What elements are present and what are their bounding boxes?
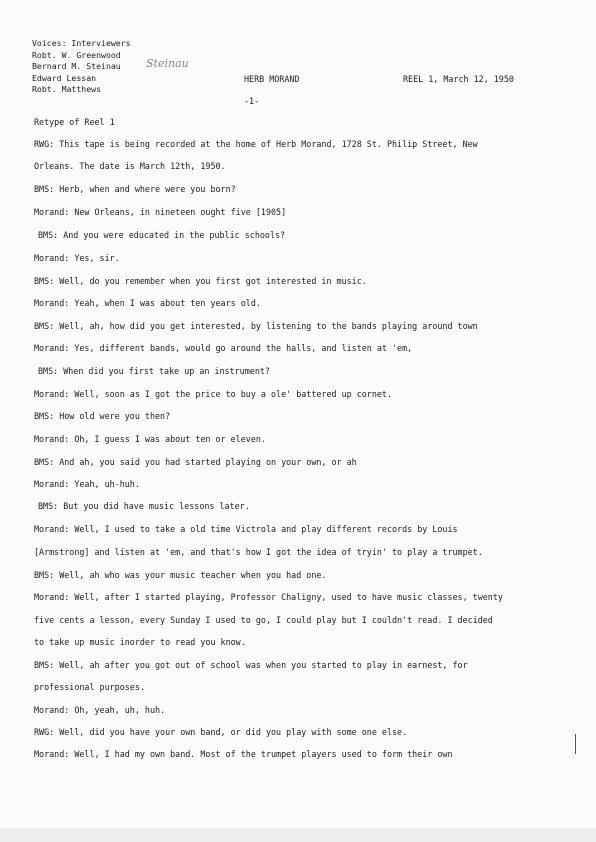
interviewer-name: Edward Lessan xyxy=(32,72,97,83)
voices-block xyxy=(32,38,131,96)
transcript-line: [Armstrong] and listen at 'em, and that's how I got the idea of tryin' to play a trumpet. xyxy=(34,547,483,557)
transcript-line: RWG: Well, did you have your own band, or did you play with some one else. xyxy=(34,727,408,737)
scan-bottom-edge xyxy=(0,828,596,842)
transcript-line: BMS: How old were you then? xyxy=(34,411,171,421)
transcript-line: Morand: Well, after I started playing, Professor Chaligny, used to have music classes, twenty xyxy=(34,592,503,602)
transcript-line: Orleans. The date is March 12th, 1950. xyxy=(34,161,226,171)
transcript-line: Morand: Oh, yeah, uh, huh. xyxy=(34,705,166,715)
interviewer-name: Robt. Matthews xyxy=(32,84,102,95)
transcript-line: five cents a lesson, every Sunday I used to go, I could play but I couldn't read. I decided xyxy=(34,615,493,625)
transcript-line: BMS: But you did have music lessons later. xyxy=(38,501,250,511)
transcript-line: BMS: Well, ah after you got out of school was when you started to play in earnest, for xyxy=(34,660,468,670)
transcript-line: Morand: Well, I used to take a old time Victrola and play different records by Louis xyxy=(34,524,458,534)
transcript-line: BMS: Herb, when and where were you born? xyxy=(34,184,236,194)
handwritten-note: Steinau xyxy=(146,57,189,70)
transcript-line: Morand: Yes, sir. xyxy=(34,253,120,263)
transcript-line: Morand: Yeah, when I was about ten years old. xyxy=(34,298,261,308)
transcript-line: BMS: Well, do you remember when you first got interested in music. xyxy=(34,276,367,286)
transcript-line: BMS: Well, ah who was your music teacher when you had one. xyxy=(34,570,327,580)
transcript-line: RWG: This tape is being recorded at the home of Herb Morand, 1728 St. Philip Street, New xyxy=(34,139,478,149)
transcript-line: Morand: Yes, different bands, would go around the halls, and listen at 'em, xyxy=(34,343,413,353)
transcript-line: Morand: Yeah, uh-huh. xyxy=(34,479,140,489)
transcript-line: Morand: New Orleans, in nineteen ought five [1905] xyxy=(34,207,287,217)
interviewer-name: Robt. W. Greenwood xyxy=(32,49,121,60)
retype-note: Retype of Reel 1 xyxy=(34,117,115,127)
transcript-line: professional purposes. xyxy=(34,682,145,692)
transcript-line: Morand: Well, I had my own band. Most of the trumpet players used to form their own xyxy=(34,749,453,759)
transcript-line: BMS: And ah, you said you had started playing on your own, or ah xyxy=(34,457,357,467)
transcript-line: Morand: Well, soon as I got the price to buy a ole' battered up cornet. xyxy=(34,389,392,399)
transcript-line: BMS: Well, ah, how did you get interested, by listening to the bands playing around town xyxy=(34,321,478,331)
voices-label: Voices: Interviewers xyxy=(32,38,131,48)
transcript-line: Morand: Oh, I guess I was about ten or eleven. xyxy=(34,434,266,444)
transcript-line: to take up music inorder to read you know. xyxy=(34,637,246,647)
header-reel-date: REEL 1, March 12, 1950 xyxy=(403,74,514,84)
page-number: -1- xyxy=(244,96,260,106)
interviewer-name: Bernard M. Steinau xyxy=(32,61,121,72)
transcript-line: BMS: And you were educated in the public schools? xyxy=(38,230,286,240)
margin-mark xyxy=(575,734,582,754)
transcript-line: BMS: When did you first take up an instrument? xyxy=(38,366,270,376)
header-subject-name: HERB MORAND xyxy=(244,74,300,84)
